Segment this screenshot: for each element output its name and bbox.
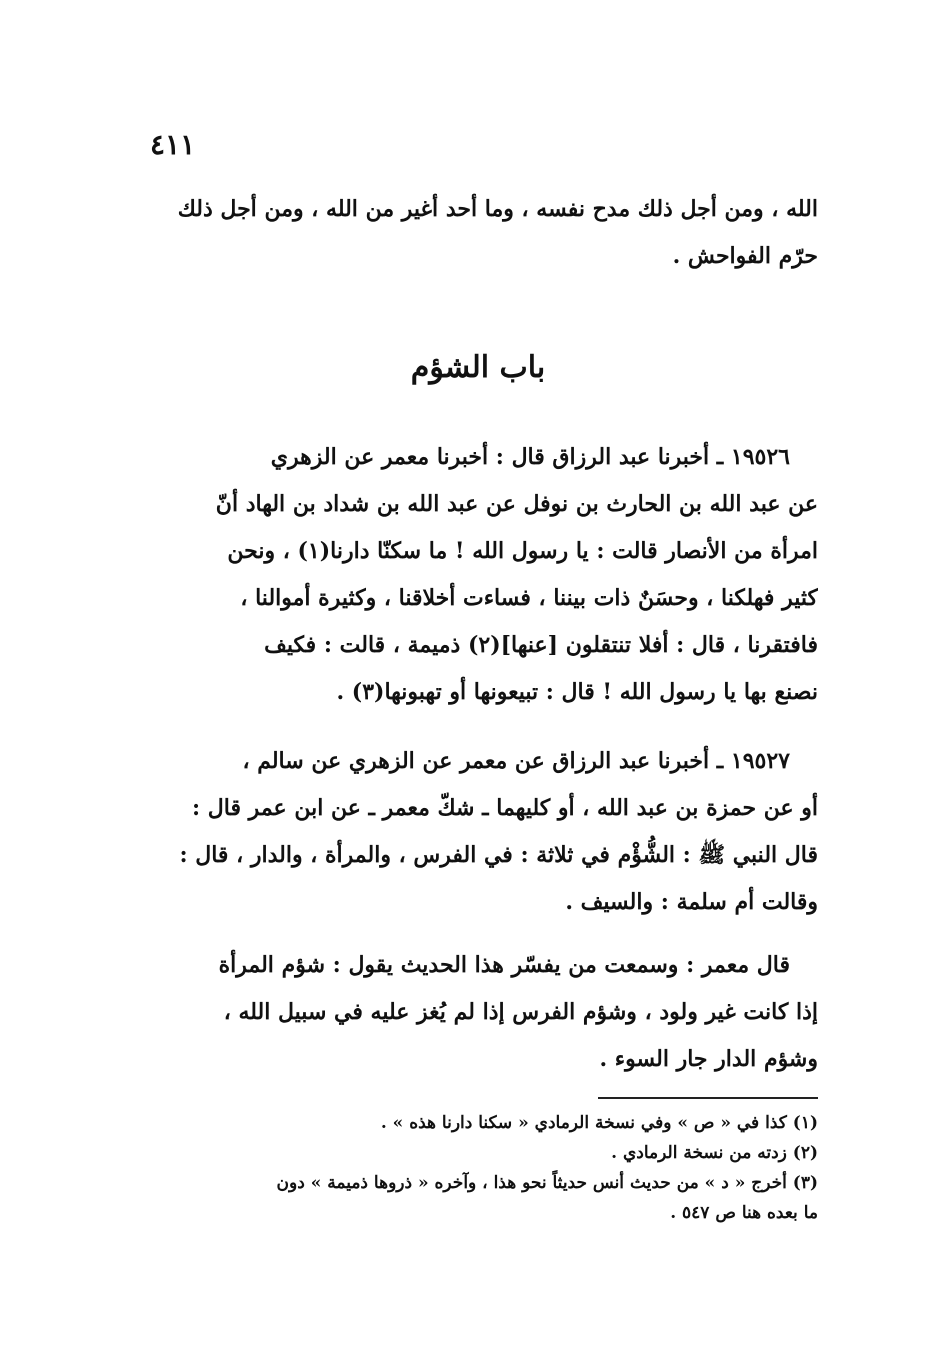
intro-line: الله ، ومن أجل ذلك مدح نفسه ، وما أحد أغير من الله ، ومن أجل ذلك (177, 196, 818, 222)
hadith-line: عن عبد الله بن الحارث بن نوفل عن عبد الله بن شداد بن الهاد أنّ (215, 491, 818, 517)
footnote-divider (598, 1097, 818, 1099)
intro-paragraph (138, 186, 818, 280)
commentary-line: قال معمر : وسمعت من يفسّر هذا الحديث يقول : شؤم المرأة (218, 952, 790, 978)
page-number: ٤١١ (150, 128, 196, 161)
commentary-line: وشؤم الدار جار السوء . (599, 1046, 818, 1072)
footnote-3: (٣) أخرج « د » من حديث أنس حديثاً نحو هذا ، وآخره « ذروها ذميمة » دون (276, 1173, 818, 1193)
hadith-19526 (138, 434, 818, 716)
footnote-1: (١) كذا في « ص » وفي نسخة الرمادي « سكنا دارنا هذه » . (380, 1113, 818, 1133)
hadith-line: ١٩٥٢٦ ـ أخبرنا عبد الرزاق قال : أخبرنا معمر عن الزهري (270, 444, 790, 470)
hadith-line: أو عن حمزة بن عبد الله ، أو كليهما ـ شكّ معمر ـ عن ابن عمر قال : (192, 795, 818, 821)
footnote-3-continued: ما بعده هنا ص ٥٤٧ . (670, 1203, 818, 1223)
chapter-heading: باب الشؤم (410, 350, 546, 385)
commentary-line: إذا كانت غير ولود ، وشؤم الفرس إذا لم يُغز عليه في سبيل الله ، (223, 999, 818, 1025)
hadith-line: نصنع بها يا رسول الله ! قال : تبيعونها أو تهبونها(٣) . (336, 679, 818, 705)
intro-line: حرّم الفواحش . (672, 243, 818, 269)
footnotes (138, 1108, 818, 1228)
hadith-line: فافتقرنا ، قال : أفلا تنتقلون [عنها](٢) ذميمة ، قالت : فكيف (264, 632, 818, 658)
hadith-19527 (138, 738, 818, 926)
commentary-paragraph (138, 942, 818, 1083)
hadith-line: قال النبي ﷺ : الشُّؤْم في ثلاثة : في الفرس ، والمرأة ، والدار ، قال : (179, 842, 818, 868)
hadith-line: وقالت أم سلمة : والسيف . (565, 889, 818, 915)
hadith-line: كثير فهلكنا ، وحسَنٌ ذات بيننا ، فساءت أخلاقنا ، وكثيرة أموالنا ، (240, 585, 818, 611)
hadith-line: امرأة من الأنصار قالت : يا رسول الله ! ما سكنّا دارنا(١) ، ونحن (227, 538, 818, 564)
hadith-line: ١٩٥٢٧ ـ أخبرنا عبد الرزاق عن معمر عن الزهري عن سالم ، (242, 748, 790, 774)
footnote-2: (٢) زدته من نسخة الرمادي . (611, 1143, 818, 1163)
